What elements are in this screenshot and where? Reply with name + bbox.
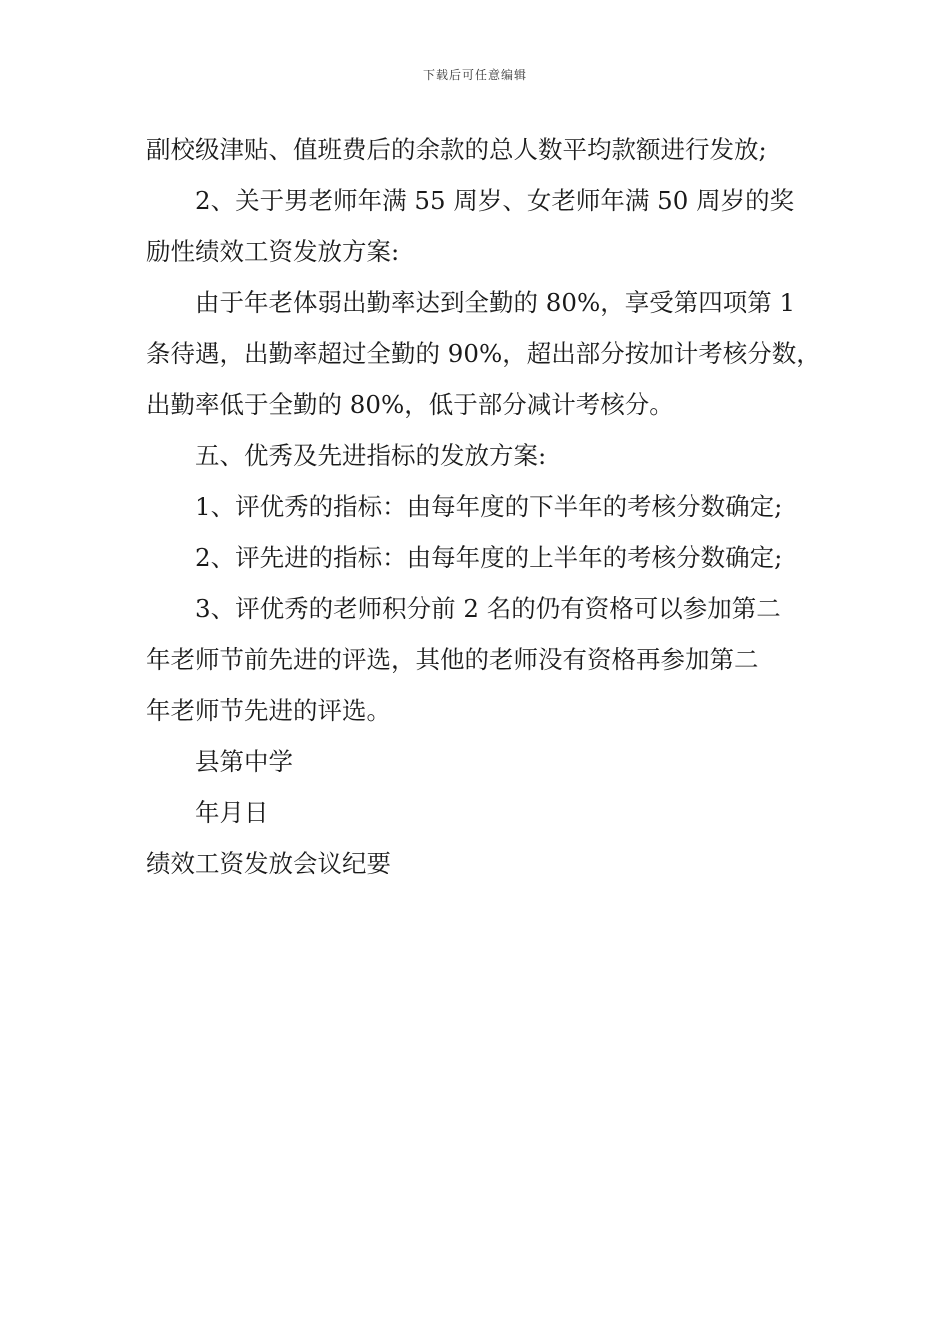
paragraph-line: 1、评优秀的指标：由每年度的下半年的考核分数确定; (195, 492, 783, 521)
paragraph-line: 条待遇，出勤率超过全勤的 90%，超出部分按加计考核分数， (146, 339, 821, 368)
document-title: 绩效工资发放会议纪要 (146, 849, 391, 878)
document-body (146, 124, 836, 889)
paragraph-line: 2、评先进的指标：由每年度的上半年的考核分数确定; (195, 543, 783, 572)
paragraph-line: 2、关于男老师年满 55 周岁、女老师年满 50 周岁的奖 (195, 186, 795, 215)
paragraph-line: 励性绩效工资发放方案: (146, 237, 400, 266)
signature-date: 年月日 (195, 798, 269, 827)
page-header: 下载后可任意编辑 (422, 68, 527, 82)
paragraph-line: 副校级津贴、值班费后的余款的总人数平均款额进行发放; (146, 135, 767, 164)
section-heading: 五、优秀及先进指标的发放方案: (195, 441, 547, 470)
paragraph-line: 年老师节先进的评选。 (146, 696, 391, 725)
signature-school: 县第中学 (195, 747, 293, 776)
paragraph-line: 3、评优秀的老师积分前 2 名的仍有资格可以参加第二 (195, 594, 781, 623)
paragraph-line: 出勤率低于全勤的 80%，低于部分减计考核分。 (146, 390, 674, 419)
paragraph-line: 由于年老体弱出勤率达到全勤的 80%，享受第四项第 1 (195, 288, 796, 317)
paragraph-line: 年老师节前先进的评选，其他的老师没有资格再参加第二 (146, 645, 759, 674)
